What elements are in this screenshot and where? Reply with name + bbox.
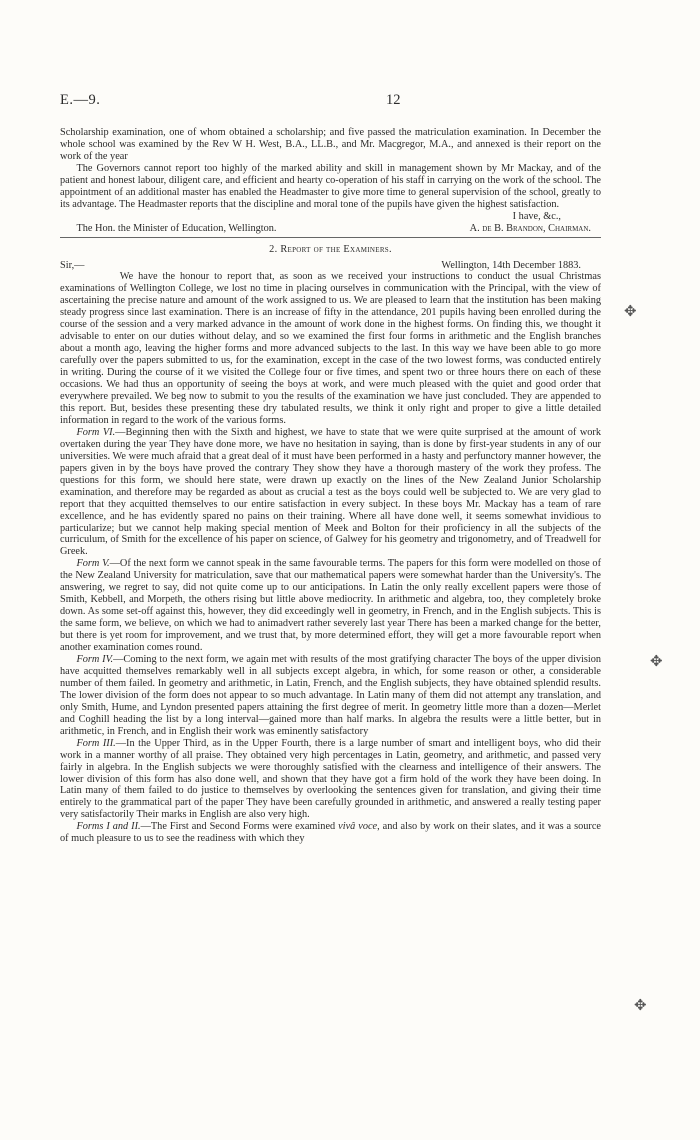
paragraph-text: —Coming to the next form, we again met with results of the most gratifying character The boys of the upper division have acquitted themselves remarkably well in all subjects except algebra, in which, for some reason or other, a considerable number of them failed. In geometry and arithmetic, in Latin, French, and the English subjects, they have obtained splendid results. The lower division of the form does not appear to so much advantage. In Latin many of them did not attempt any translation, and only Smith, Hume, and Lyndon presented papers attaining the first degree of merit. In geometry little more than a dozen—Merlet and Coghill heading the list by a long interval—gained more than half marks. In algebra the results were a little better, but in arithmetic, in French, and in English their work was eminently satisfactory bbox=[60, 653, 602, 737]
paragraph-text: —The First and Second Forms were examined bbox=[140, 821, 339, 833]
margin-ornament-icon: ✥ bbox=[634, 998, 647, 1014]
parliamentary-paper-reference: E.—9. bbox=[60, 92, 101, 108]
paragraph-lead: Forms I and II. bbox=[76, 821, 141, 833]
section-title: 2. Report of the Examiners. bbox=[269, 243, 392, 255]
signoff-signature-line bbox=[60, 223, 601, 235]
signoff-closing: I have, &c., bbox=[512, 210, 561, 222]
examiners-paragraph-form-vi bbox=[60, 427, 601, 558]
margin-ornament-icon: ✥ bbox=[624, 304, 637, 320]
margin-ornament-icon: ✥ bbox=[650, 654, 663, 670]
examiners-paragraph-forms-i-ii bbox=[60, 821, 601, 845]
signoff-signatory: A. de B. Brandon, Chairman. bbox=[469, 222, 591, 234]
paragraph-lead: Form V. bbox=[76, 558, 110, 570]
viva-voce-term: vivâ voce bbox=[338, 821, 378, 833]
intro-paragraph-1: Scholarship examination, one of whom obtained a scholarship; and five passed the matriculation examination. In December the whole school was examined by the Rev W H. West, B.A., LL.B., and Mr. Macgregor, M.A., and annexed is their report on the work of the year bbox=[60, 127, 601, 162]
paragraph-lead: Form III. bbox=[76, 737, 116, 749]
paragraph-text: , and also by work on their slates, and it was a source of much pleasure to us to see the readiness with which they bbox=[60, 821, 601, 845]
paragraph-text: We have the honour to report that, as soon as we received your instructions to conduct the usual Christmas examinations of Wellington College, we lost no time in placing ourselves in communication with the Principal, with the view of ascertaining the precise nature and amount of the work assigned to us. We are pleased to learn that the institution has been making steady progress since last examination. There is an increase of fifty in the attendance, 201 pupils having been enrolled during the course of the session and a very marked advance in the amount of work done in the highest forms. On finding this, we thought it advisable to enter on our duties without delay, and so we examined the first four forms in arithmetic and the English branches about a month ago, leaving the higher forms and more advanced subjects to the last. In this way we have been able to go more carefully over the papers submitted to us, for the examination, except in the case of the two lowest forms, was conducted entirely in writing. During the course of it we visited the College four or five times, and spent two or three hours there on each of these occasions. We had thus an opportunity of seeing the boys at work, and were much pleased with the quiet and good order that everywhere prevailed. We beg now to submit to you the results of the examination we have just concluded. They are appended to this report. But, besides these presenting these dry tabulated results, we think it only right and proper to give a little detailed information in regard to the work of the various forms. bbox=[60, 271, 601, 426]
examiners-paragraph-intro bbox=[60, 271, 601, 426]
signoff-addressee: The Hon. the Minister of Education, Wellington. bbox=[76, 222, 277, 234]
page-number: 12 bbox=[386, 92, 401, 108]
examiners-paragraph-form-iv bbox=[60, 654, 601, 738]
examiners-paragraph-form-v bbox=[60, 558, 601, 654]
salutation-line bbox=[60, 260, 601, 272]
paragraph-text: —Beginning then with the Sixth and highest, we have to state that we were quite surprised at the amount of work overtaken during the year They have done more, we have no hesitation in saying, than is done by first-year students in any of our universities. We were much afraid that a great deal of it must have been performed in a hasty and perfunctory manner however, the papers given in by the boys have proved the contrary They show they have a thorough mastery of the work they profess. The questions for this form, we should here state, were drawn up exactly on the lines of the New Zealand Junior Scholarship examination, and therefore may be regarded as about as crucial a test as the boys could well be subjected to. We are very glad to report that they acquitted themselves to our entire satisfaction in every subject. In these boys Mr. Mackay has a team of rare excellence, and he has evidently spared no pains on their training. Where all have done well, it seems somewhat invidious to particularize; but we cannot help making special mention of Meek and Bolton for their proficiency in all the subjects of the curriculum, of Smith for the excellence of his paper on science, of Galwey for his geometry and trigonometry, and of Treadwell for Greek. bbox=[60, 426, 602, 558]
salutation-greeting: Sir,— bbox=[60, 259, 85, 271]
intro-paragraph-2: The Governors cannot report too highly of the marked ability and skill in management shown by Mr Mackay, and of the patient and honest labour, diligent care, and efficient and hearty co-operation of his staff in carrying on the work of the school. The appointment of an additional master has enabled the Headmaster to give more time to general supervision of the school, greatly to its advantage. The Headmaster reports that the discipline and moral tone of the pupils have given the highest satisfaction. bbox=[60, 162, 601, 210]
page-header bbox=[60, 92, 600, 114]
paragraph-lead: Form IV. bbox=[76, 653, 114, 665]
examiners-paragraph-form-iii bbox=[60, 738, 601, 822]
letter-date: Wellington, 14th December 1883. bbox=[441, 259, 581, 271]
signoff-closing-line bbox=[60, 211, 601, 223]
paragraph-lead: Form VI. bbox=[76, 426, 116, 438]
section-rule bbox=[60, 237, 601, 238]
paragraph-text: —In the Upper Third, as in the Upper Fourth, there is a large number of smart and intelligent boys, who did their work in a manner worthy of all praise. They obtained very high percentages in Latin, geometry, and arithmetic, and passed very fairly in algebra. In the English subjects we were thoroughly satisfied with the clearness and intelligence of their answers. The lower division of this form has also done well, and shown that they have got a firm hold of the work they have been doing. In Latin many of them failed to do justice to themselves by overlooking the sentences given for translation, and giving their time entirely to the grammatical part of the paper They have been carefully grounded in arithmetic, and answered a really testing paper very satisfactorily Their marks in English are also very high. bbox=[60, 737, 601, 821]
document-body bbox=[60, 127, 601, 845]
paragraph-text: —Of the next form we cannot speak in the same favourable terms. The papers for this form were modelled on those of the New Zealand University for matriculation, save that our mathematical papers were somewhat harder than the University's. The answering, we regret to say, did not quite come up to our anticipations. In Latin the only really excellent papers were those of Smith, Kebbell, and Morpeth, the others rising but little above mediocrity. In arithmetic and algebra, too, they completely broke down. As some set-off against this, however, they did exceedingly well in geometry, in French, and in the English subjects. This is the same form, we believe, on which we had to animadvert rather severely last year There has been a marked change for the better, but there is yet room for improvement, and we trust that, by more determined effort, they will get a more favourable report when another examination comes round. bbox=[60, 558, 602, 654]
